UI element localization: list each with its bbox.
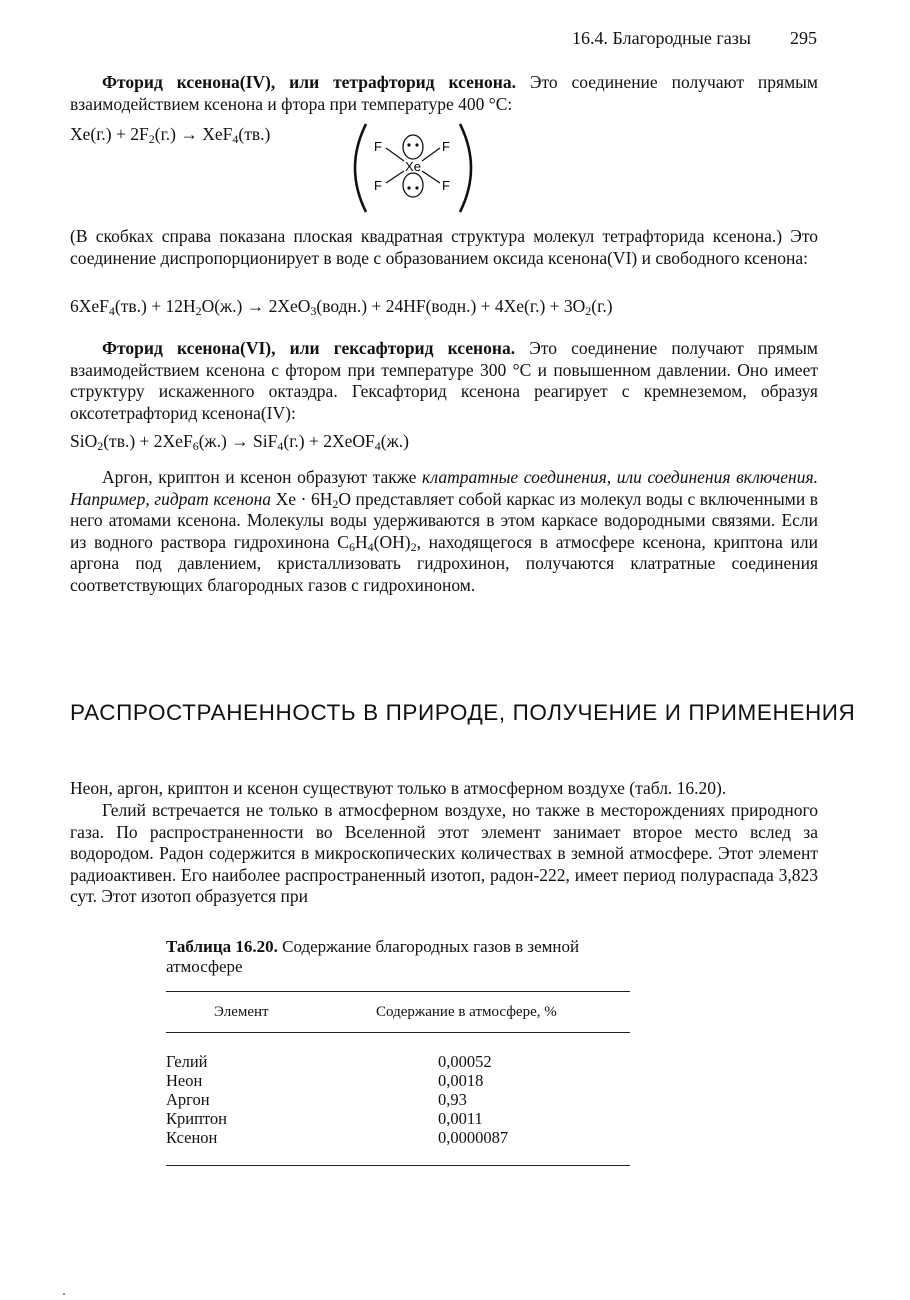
fluorine-label: F (374, 178, 382, 193)
table-header-element: Элемент (214, 1004, 269, 1020)
table-caption-label: Таблица 16.20. (166, 937, 278, 956)
table-cell-value: 0,0000087 (438, 1128, 509, 1147)
table-header-content: Содержание в атмосфере, % (376, 1004, 557, 1020)
xef6-title: Фторид ксенона(VI), или гексафторид ксенона. (102, 338, 516, 358)
xef6-text: Это соединение получают прямым взаимодействием ксенона с фтором при температуре 300 °C и повышенном давлении. Оно имеет структуру искаженного октаэдра. Гексафторид ксенона реагирует с кремнеземом, образуя оксотетрафторид ксенона(IV): (70, 338, 819, 423)
fluorine-label: F (442, 139, 450, 154)
fluorine-label: F (442, 178, 450, 193)
table-cell-element: Аргон (166, 1090, 210, 1109)
table-cell-element: Криптон (166, 1109, 227, 1128)
scan-speck (63, 1293, 65, 1295)
table-cell-value: 0,0011 (438, 1109, 483, 1128)
table-cell-value: 0,0018 (438, 1071, 484, 1090)
table-top-rule (166, 991, 630, 992)
table-cell-value: 0,93 (438, 1090, 467, 1109)
xef4-title: Фторид ксенона(IV), или тетрафторид ксенона. (102, 72, 516, 92)
table-row (166, 1128, 630, 1147)
xef4-disproportionation-equation: $6XeF_4(тв.) + 12H_2O(ж.)$ → 2XeO$_3$(водн.) + 24HF(водн.) + $4Xe(г.) + 3O_2(г.)$ (70, 296, 613, 318)
table-cell-element: Неон (166, 1071, 203, 1090)
xef4-synthesis-equation: $Xe(г.) + 2F_2(г.) \to XeF_4(тв.)$ (70, 124, 271, 146)
table-caption (166, 937, 636, 977)
clathrate-term: клатратные соединения, или соединения включения. Например, гидрат ксенона (70, 467, 818, 509)
table-cell-value: 0,00052 (438, 1052, 492, 1071)
table-row (166, 1071, 630, 1090)
xef4-structure-note: (В скобках справа показана плоская квадратная структура молекул тетрафторида ксенона.) Это соединение диспропорционирует в воде с образованием оксида ксенона(VI) и свободного ксенона: (70, 226, 818, 268)
clathrate-paragraph: Аргон, криптон и ксенон образуют также клатратные соединения, или соединения включения. Например, гидрат ксенона $Xe \cdot 6H_2O$ представляет собой каркас из молекул воды с включенными в него атомами ксенона. Молекулы воды удерживаются в этом каркасе водородными связями. Если из водного раствора гидрохинона $C_6H_4(OH)_2$, находящегося в атмосфере ксенона, криптона или аргона под давлением, кристаллизовать гидрохинон, получаются клатратные соединения соответствующих благородных газов с гидрохиноном. (70, 467, 819, 595)
occurrence-paragraph-1: Неон, аргон, криптон и ксенон существуют только в атмосферном воздухе (табл. 16.20). (70, 778, 727, 798)
xef4-paragraph (70, 72, 818, 115)
table-cell-element: Ксенон (166, 1128, 218, 1147)
xenon-label: Xe (405, 159, 421, 174)
occurrence-paragraph-2: Гелий встречается не только в атмосферном воздухе, но также в месторождениях природного газа. По распространенности во Вселенной этот элемент занимает второе место вслед за водородом. Радон содержится в микроскопических количествах в земной атмосфере. Этот элемент радиоактивен. Его наиболее распространенный изотоп, радон-222, имеет период полураспада 3,823 сут. Этот изотоп образуется при (70, 800, 818, 906)
table-caption-text: Содержание благородных газов в земной атмосфере (166, 937, 580, 976)
table-row (166, 1109, 630, 1128)
page-number: 295 (790, 28, 817, 48)
fluorine-label: F (374, 139, 382, 154)
table-cell-element: Гелий (166, 1052, 208, 1071)
table-row (166, 1052, 630, 1071)
xef6-reaction-equation: SiO$_2$(тв.) + 2XeF$_6$(ж.) → SiF$_4$(г.) + 2XeOF$_4$(ж.) (70, 431, 409, 453)
table-row (166, 1090, 630, 1109)
header-section-title: 16.4. Благородные газы (572, 28, 751, 48)
xef4-square-planar-structure (338, 118, 488, 218)
xef4-intro: Это соединение получают прямым взаимодействием ксенона и фтора при температуре 400 °C: (70, 72, 819, 114)
table-header-rule (166, 1032, 630, 1033)
xef6-paragraph (70, 338, 818, 424)
table-bottom-rule (166, 1165, 630, 1166)
section-heading: РАСПРОСТРАНЕННОСТЬ В ПРИРОДЕ, ПОЛУЧЕНИЕ И ПРИМЕНЕНИЯ (70, 700, 856, 725)
